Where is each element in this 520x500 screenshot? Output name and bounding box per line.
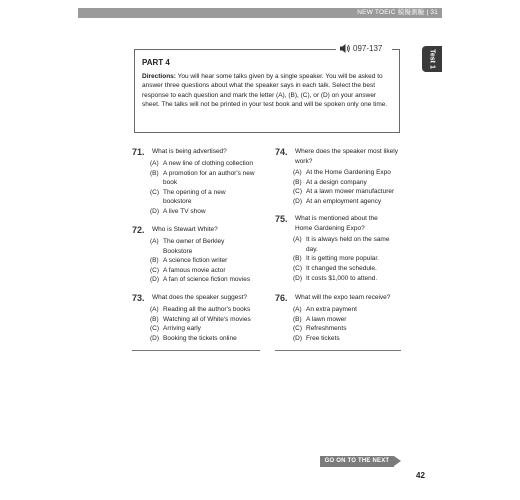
option-a: (A) A new line of clothing collection: [150, 160, 253, 167]
option-a: (A) It is always held on the same day.: [293, 236, 390, 253]
option-c: (C) At a lawn mower manufacturer: [293, 188, 395, 196]
option-d: (D) A live TV show: [150, 207, 206, 215]
directions-label: Directions:: [142, 73, 176, 80]
question-72: [132, 225, 262, 285]
question-text: What is mentioned about the Home Gardening Expo?: [295, 215, 378, 232]
speaker-icon: [340, 44, 350, 53]
test-side-tab: [422, 46, 442, 72]
question-number: 75.: [275, 214, 288, 224]
option-b: (B) Watching all of White's movies: [150, 315, 251, 323]
question-text: What will the expo team receive?: [295, 294, 391, 301]
option-b: (B) It is getting more popular.: [293, 255, 379, 263]
part-title: PART 4: [142, 58, 170, 67]
column-divider-right: [275, 350, 401, 351]
option-d: (D) Booking the tickets online: [150, 334, 237, 342]
question-text: What is being advertised?: [152, 148, 227, 155]
question-74: [275, 147, 405, 207]
question-number: 71.: [132, 147, 145, 157]
option-b: (B) A lawn mower: [293, 315, 347, 323]
question-number: 76.: [275, 293, 288, 303]
go-on-label: GO ON TO THE NEXT PAGE: [320, 456, 394, 467]
question-number: 74.: [275, 147, 288, 157]
directions-text: [142, 72, 394, 110]
question-text: Where does the speaker most likely work?: [295, 148, 398, 165]
column-divider-left: [132, 350, 260, 351]
header-text: NEW TOEIC 模擬測驗 | 31: [357, 9, 438, 16]
question-text: What does the speaker suggest?: [152, 294, 248, 301]
question-76: [275, 293, 405, 343]
option-a: (A) Reading all the author's books: [150, 306, 251, 313]
question-text: Who is Stewart White?: [152, 226, 218, 233]
option-d: (D) It costs $1,000 to attend.: [293, 274, 378, 282]
question-number: 72.: [132, 225, 145, 235]
go-on-next-page-banner: [320, 456, 400, 475]
option-b: (B) A science fiction writer: [150, 257, 228, 265]
page-number: 42: [416, 471, 425, 480]
arrow-right-icon: [394, 456, 401, 466]
option-c: (C) The opening of a new bookstore: [150, 188, 226, 206]
option-c: (C) It changed the schedule.: [293, 264, 377, 272]
option-b: (B) At a design company: [293, 178, 367, 186]
option-a: (A) The owner of Berkley Bookstore: [150, 238, 225, 255]
directions-body: You will hear some talks given by a single speaker. You will be asked to answer three questions about what the speaker says in each talk. Select the best response to each question and mark the letter (A), (B), (C), or (D) on your answer sheet. The talks will not be printed in your test book and will be spoken only one time.: [142, 73, 388, 109]
option-c: (C) A famous movie actor: [150, 266, 226, 274]
question-number: 73.: [132, 293, 145, 303]
option-c: (C) Arriving early: [150, 325, 201, 333]
option-d: (D) A fan of science fiction movies: [150, 276, 251, 284]
audio-track: [340, 44, 382, 53]
option-a: (A) An extra payment: [293, 306, 357, 313]
option-c: (C) Refreshments: [293, 325, 347, 333]
side-tab-label: Test 1: [428, 49, 436, 69]
header-bar: [78, 8, 442, 18]
option-d: (D) Free tickets: [293, 334, 340, 342]
audio-track-label: 097-137: [353, 44, 383, 53]
question-71: [132, 147, 262, 217]
question-75: [275, 214, 405, 283]
option-b: (B) A promotion for an author's new book: [150, 169, 255, 187]
option-d: (D) At an employment agency: [293, 197, 382, 205]
option-a: (A) At the Home Gardening Expo: [293, 169, 391, 177]
question-73: [132, 293, 262, 343]
